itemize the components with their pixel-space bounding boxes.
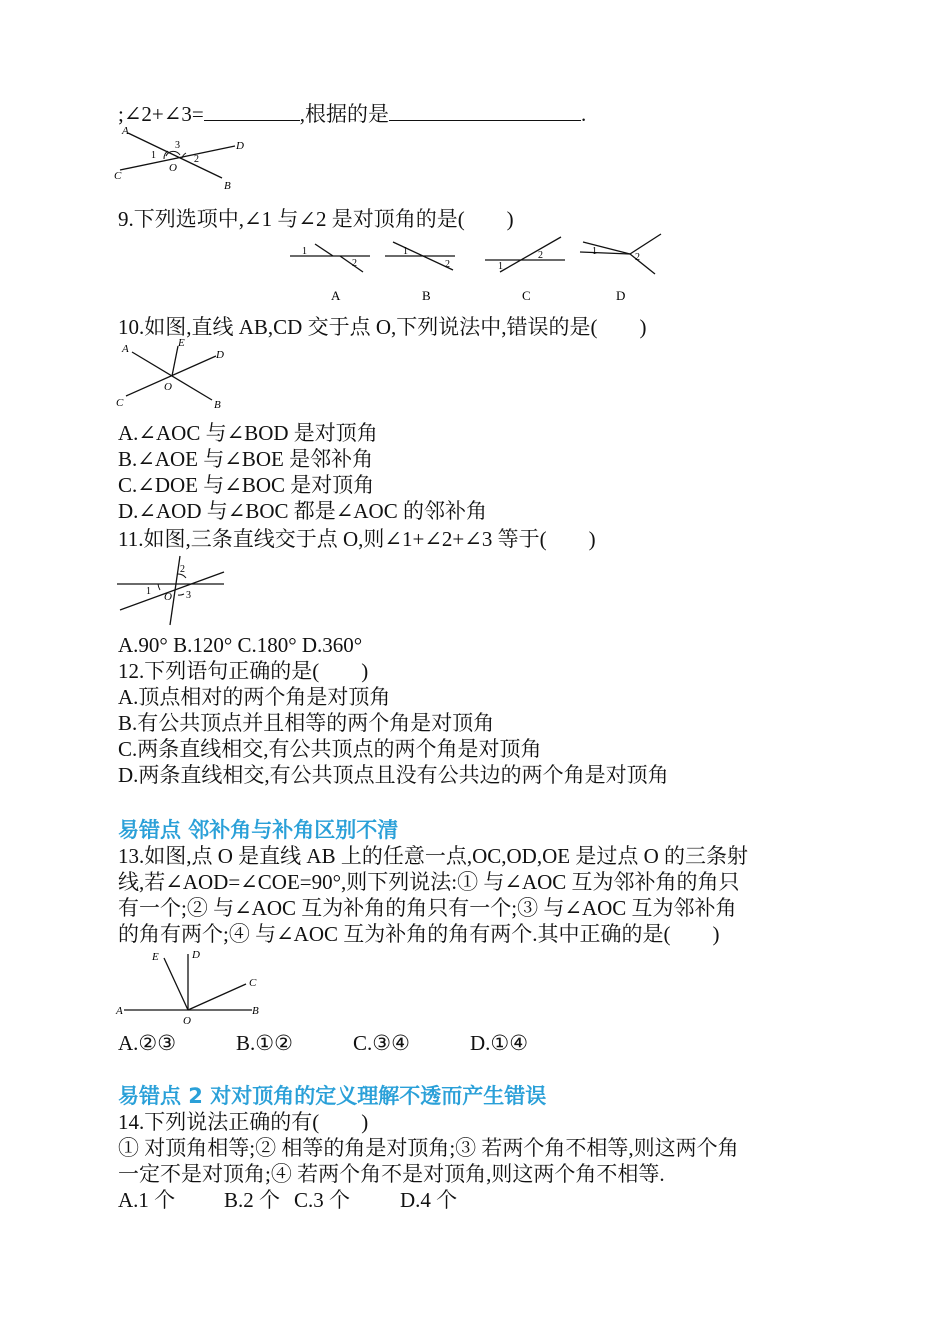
q11-stem: 11.如图,三条直线交于点 O,则∠1+∠2+∠3 等于( ) xyxy=(118,527,596,551)
q14-line-3: 一定不是对顶角;④ 若两个角不是对顶角,则这两个角不相等. xyxy=(118,1162,665,1186)
q8-blank-2[interactable] xyxy=(389,100,581,121)
q8-label-a: A xyxy=(122,125,129,137)
q11-figure xyxy=(112,550,237,630)
q13-line-3: 有一个;② 与∠AOC 互为补角的角只有一个;③ 与∠AOC 互为邻补角 xyxy=(118,896,737,920)
q13-label-c: C xyxy=(249,977,257,989)
q8-angle-1: 1 xyxy=(151,150,156,161)
q9-a-angle-1: 1 xyxy=(302,246,307,257)
q13-line-1: 13.如图,点 O 是直线 AB 上的任意一点,OC,OD,OE 是过点 O 的三条射 xyxy=(118,844,748,868)
q13-option-a[interactable]: A.②③ xyxy=(118,1031,177,1055)
q8-prefix: ;∠2+∠3= xyxy=(118,102,204,126)
q13-line-4: 的角有两个;④ 与∠AOC 互为补角的角有两个.其中正确的是( ) xyxy=(118,922,720,946)
q12-option-a[interactable]: A.顶点相对的两个角是对顶角 xyxy=(118,685,391,709)
q13-option-c[interactable]: C.③④ xyxy=(353,1031,410,1055)
q8-label-o: O xyxy=(169,162,177,174)
q10-option-c[interactable]: C.∠DOE 与∠BOC 是对顶角 xyxy=(118,473,375,497)
q14-option-c[interactable]: C.3 个 xyxy=(294,1188,351,1212)
q10-stem: 10.如图,直线 AB,CD 交于点 O,下列说法中,错误的是( ) xyxy=(118,315,647,339)
q12-stem: 12.下列语句正确的是( ) xyxy=(118,659,369,683)
q13-option-b[interactable]: B.①② xyxy=(236,1031,293,1055)
q10-figure xyxy=(112,338,242,413)
q9-option-c-label: C xyxy=(522,288,531,303)
q9-b-angle-2: 2 xyxy=(445,259,450,270)
q11-options[interactable]: A.90° B.120° C.180° D.360° xyxy=(118,633,363,657)
q13-label-b: B xyxy=(252,1005,259,1017)
q9-c-angle-1: 1 xyxy=(498,261,503,272)
q11-angle-3: 3 xyxy=(186,590,191,601)
q10-label-b: B xyxy=(214,399,221,411)
q9-c-angle-2: 2 xyxy=(538,250,543,261)
q8-blank-1[interactable] xyxy=(204,100,300,121)
q10-label-a: A xyxy=(122,343,129,355)
q9-a-angle-2: 2 xyxy=(352,258,357,269)
q13-option-d[interactable]: D.①④ xyxy=(470,1031,529,1055)
q9-d-angle-2: 2 xyxy=(635,252,640,263)
q8-label-b: B xyxy=(224,180,231,192)
q12-option-d[interactable]: D.两条直线相交,有公共顶点且没有公共边的两个角是对顶角 xyxy=(118,763,669,787)
q8-angle-3: 3 xyxy=(175,140,180,151)
q8-end: . xyxy=(580,102,587,126)
q10-option-b[interactable]: B.∠AOE 与∠BOE 是邻补角 xyxy=(118,447,374,471)
q13-label-d: D xyxy=(192,949,200,961)
q13-label-o: O xyxy=(183,1015,191,1027)
q9-stem: 9.下列选项中,∠1 与∠2 是对顶角的是( ) xyxy=(118,207,514,231)
q9-option-b-label: B xyxy=(422,288,431,303)
q9-option-a-figure[interactable] xyxy=(290,244,370,303)
q8-label-c: C xyxy=(114,170,122,182)
q10-label-o: O xyxy=(164,381,172,393)
q13-label-e: E xyxy=(152,951,159,963)
q13-label-a: A xyxy=(116,1005,123,1017)
q14-line-1: 14.下列说法正确的有( ) xyxy=(118,1110,369,1134)
q13-options xyxy=(118,1030,528,1056)
q9-option-b-figure[interactable] xyxy=(385,242,455,303)
q9-option-d-label: D xyxy=(616,288,626,303)
q14-option-d[interactable]: D.4 个 xyxy=(400,1188,458,1212)
q11-angle-1: 1 xyxy=(146,586,151,597)
q9-b-angle-1: 1 xyxy=(403,246,408,257)
q13-figure xyxy=(112,944,272,1027)
section-heading-2: 易错点 2 对对顶角的定义理解不透而产生错误 xyxy=(118,1084,547,1108)
q14-option-a[interactable]: A.1 个 xyxy=(118,1188,176,1212)
q12-option-c[interactable]: C.两条直线相交,有公共顶点的两个角是对顶角 xyxy=(118,737,542,761)
q10-label-e: E xyxy=(178,337,185,349)
q11-angle-2: 2 xyxy=(180,564,185,575)
q14-option-b[interactable]: B.2 个 xyxy=(224,1188,281,1212)
q9-options-figure xyxy=(285,232,665,307)
q9-option-d-figure[interactable] xyxy=(580,234,661,303)
q8-angle-2: 2 xyxy=(194,154,199,165)
q9-option-a-label: A xyxy=(331,288,341,303)
q8-label-d: D xyxy=(236,140,244,152)
q8-mid: ,根据的是 xyxy=(299,102,389,126)
q10-label-d: D xyxy=(216,349,224,361)
q12-option-b[interactable]: B.有公共顶点并且相等的两个角是对顶角 xyxy=(118,711,495,735)
q10-option-d[interactable]: D.∠AOD 与∠BOC 都是∠AOC 的邻补角 xyxy=(118,499,487,523)
q9-d-angle-1: 1 xyxy=(592,246,597,257)
q14-options xyxy=(118,1187,457,1213)
q10-option-a[interactable]: A.∠AOC 与∠BOD 是对顶角 xyxy=(118,421,378,445)
q11-label-o: O xyxy=(164,591,172,603)
q9-option-c-figure[interactable] xyxy=(485,237,565,303)
q14-line-2: ① 对顶角相等;② 相等的角是对顶角;③ 若两个角不相等,则这两个角 xyxy=(118,1136,739,1160)
q8-figure xyxy=(110,123,260,193)
q10-label-c: C xyxy=(116,397,124,409)
section-heading-1: 易错点 邻补角与补角区别不清 xyxy=(118,818,399,842)
q13-line-2: 线,若∠AOD=∠COE=90°,则下列说法:① 与∠AOC 互为邻补角的角只 xyxy=(118,870,740,894)
